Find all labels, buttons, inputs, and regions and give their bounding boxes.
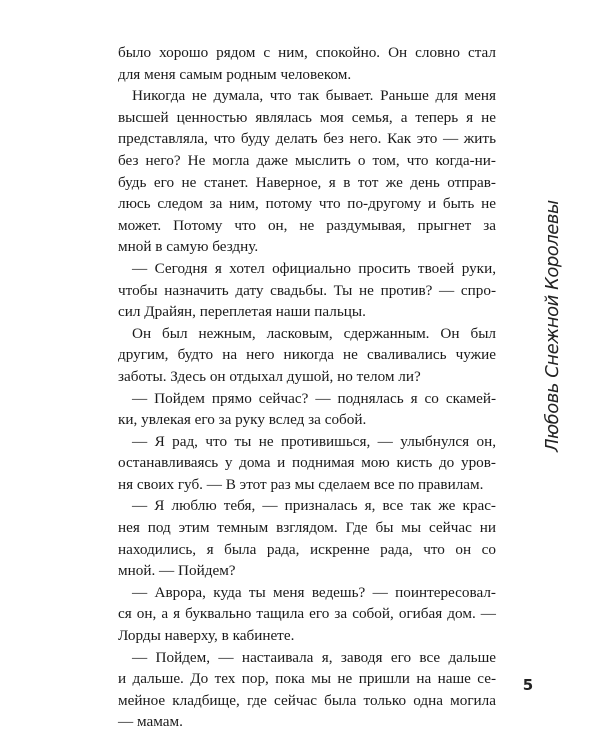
text-line: сил Драйян, переплетая наши пальцы. bbox=[118, 303, 366, 321]
running-title: Любовь Снежной Королевы bbox=[542, 200, 563, 452]
paragraph bbox=[118, 388, 496, 431]
text-line: может. Потому что он, не раздумывая, прыгнет за bbox=[118, 216, 496, 234]
text-line: мейное кладбище, где сейчас была только одна могила bbox=[118, 691, 496, 709]
text-line: — Пойдем, — настаивала я, заводя его все дальше bbox=[132, 648, 496, 666]
text-line: чтобы назначить дату свадьбы. Ты не против? — спро- bbox=[118, 281, 496, 299]
text-line: было хорошо рядом с ним, спокойно. Он словно стал bbox=[118, 44, 496, 61]
text-line: Лорды наверху, в кабинете. bbox=[118, 627, 295, 645]
paragraph bbox=[118, 258, 496, 323]
text-line: высшей ценностью являлась моя семья, а теперь я не bbox=[118, 108, 496, 126]
text-line: находились, я была рада, искренне рада, что он со bbox=[118, 540, 496, 558]
paragraph bbox=[118, 323, 496, 388]
paragraph bbox=[118, 647, 496, 733]
text-line: ся он, а я буквально тащила его за собой, огибая дом. — bbox=[118, 605, 496, 623]
text-line: люсь следом за ним, потому что по-другому и быть не bbox=[118, 195, 496, 213]
text-line: — Сегодня я хотел официально просить твоей руки, bbox=[132, 259, 496, 277]
text-line: останавливаясь у дома и поднимая мою кисть до уров- bbox=[118, 454, 496, 472]
text-line: ки, увлекая его за руку вслед за собой. bbox=[118, 411, 367, 429]
paragraph bbox=[118, 431, 496, 496]
text-line: — мамам. bbox=[118, 713, 183, 731]
text-line: другим, будто на него никогда не сваливались чужие bbox=[118, 346, 496, 364]
text-line: представляла, что буду делать без него. Как это — жить bbox=[118, 130, 496, 148]
page-body-text bbox=[118, 42, 496, 733]
paragraph bbox=[118, 42, 496, 85]
page-number: 5 bbox=[522, 676, 534, 694]
text-line: будь его не станет. Наверное, я в тот же день отправ- bbox=[118, 173, 496, 191]
text-line: Никогда не думала, что так бывает. Раньше для меня bbox=[132, 87, 496, 105]
text-line: нея под этим темным взглядом. Где бы мы сейчас ни bbox=[118, 519, 496, 537]
text-line: — Я рад, что ты не противишься, — улыбнулся он, bbox=[132, 432, 496, 450]
paragraph bbox=[118, 495, 496, 581]
text-line: мной в самую бездну. bbox=[118, 238, 259, 256]
text-line: для меня самым родным человеком. bbox=[118, 65, 352, 83]
text-line: Он был нежным, ласковым, сдержанным. Он был bbox=[132, 324, 496, 342]
text-line: без него? Не могла даже мыслить о том, что когда-ни- bbox=[118, 151, 496, 169]
text-line: мной. — Пойдем? bbox=[118, 562, 236, 580]
text-line: заботы. Здесь он отдыхал душой, но телом ли? bbox=[118, 367, 421, 385]
text-line: — Я люблю тебя, — призналась я, все так же крас- bbox=[132, 497, 496, 515]
text-line: — Пойдем прямо сейчас? — поднялась я со скамей- bbox=[132, 389, 496, 407]
paragraph bbox=[118, 85, 496, 258]
text-line: — Аврора, куда ты меня ведешь? — поинтересовал- bbox=[132, 583, 496, 601]
paragraph bbox=[118, 582, 496, 647]
text-line: ня своих губ. — В этот раз мы сделаем все по правилам. bbox=[118, 475, 484, 493]
text-line: и дальше. До тех пор, пока мы не пришли на наше се- bbox=[118, 670, 496, 688]
